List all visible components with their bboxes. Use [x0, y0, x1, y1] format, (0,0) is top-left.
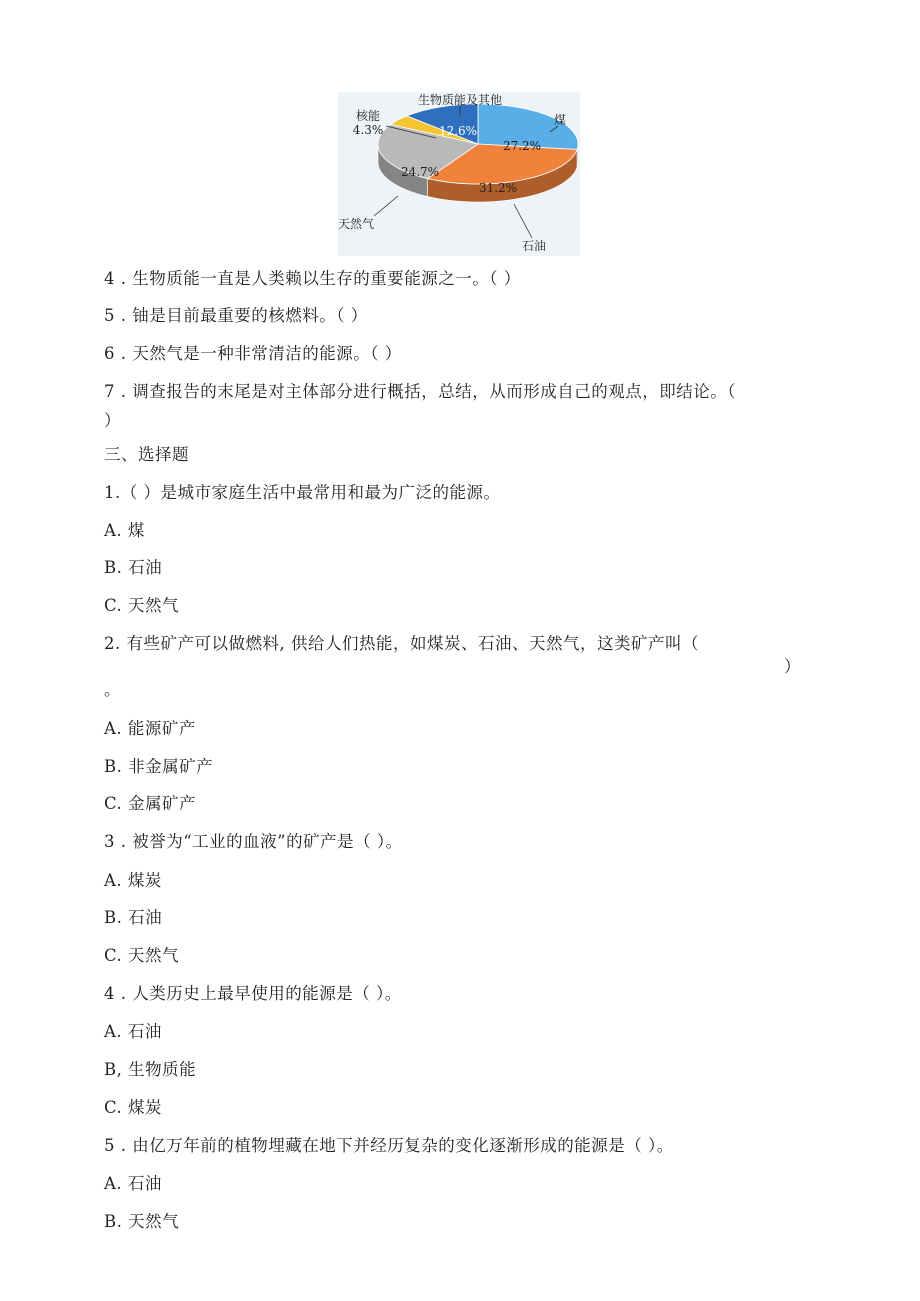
judge-item-4: 4 . 生物质能一直是人类赖以生存的重要能源之一。（ ）	[104, 269, 521, 288]
q4-option-c: C. 煤炭	[104, 1098, 163, 1117]
pct-label-核能: 4.3%	[352, 123, 384, 137]
question-2-bracket: ）	[784, 657, 801, 676]
judge-item-5: 5 . 铀是目前最重要的核燃料。（ ）	[104, 306, 368, 325]
question-1: 1.（ ）是城市家庭生活中最常用和最为广泛的能源。	[104, 483, 501, 502]
judge-item-6: 6 . 天然气是一种非常清洁的能源。（ ）	[104, 344, 402, 363]
q1-option-b: B. 石油	[104, 558, 163, 577]
question-2-period: 。	[104, 680, 121, 699]
pct-label-煤: 27.2%	[502, 139, 542, 153]
q5-option-b: B. 天然气	[104, 1212, 180, 1231]
question-5: 5 . 由亿万年前的植物埋藏在地下并经历复杂的变化逐渐形成的能源是（ ）。	[104, 1136, 674, 1155]
q3-option-c: C. 天然气	[104, 946, 180, 965]
q2-option-a: A. 能源矿产	[104, 719, 196, 738]
q4-option-a: A. 石油	[104, 1022, 162, 1041]
pct-label-生物质能及其他: 12.6%	[438, 124, 478, 138]
question-3: 3 . 被誉为“工业的血液”的矿产是（ ）。	[104, 832, 403, 851]
q3-option-a: A. 煤炭	[104, 871, 162, 890]
leader-oil	[514, 204, 532, 238]
name-label-石油: 石油	[521, 239, 547, 253]
q3-option-b: B. 石油	[104, 908, 163, 927]
pct-label-天然气: 24.7%	[400, 165, 440, 179]
leader-gas	[374, 196, 398, 216]
question-4: 4 . 人类历史上最早使用的能源是（ ）。	[104, 984, 402, 1003]
pie-chart-svg	[338, 92, 580, 256]
q5-option-a: A. 石油	[104, 1174, 162, 1193]
q1-option-a: A. 煤	[104, 521, 145, 540]
q4-option-b: B, 生物质能	[104, 1060, 197, 1079]
name-label-核能: 核能	[355, 109, 381, 123]
energy-pie-chart	[338, 92, 580, 256]
judge-item-7: 7 . 调查报告的末尾是对主体部分进行概括，总结，从而形成自己的观点，即结论。（	[104, 382, 736, 401]
judge-item-7-bracket: ）	[104, 411, 121, 430]
q2-option-c: C. 金属矿产	[104, 794, 197, 813]
name-label-生物质能及其他: 生物质能及其他	[417, 93, 503, 107]
section-heading: 三、选择题	[104, 445, 189, 464]
name-label-天然气: 天然气	[338, 217, 375, 231]
q2-option-b: B. 非金属矿产	[104, 757, 214, 776]
question-2: 2. 有些矿产可以做燃料, 供给人们热能，如煤炭、石油、天然气，这类矿产叫（	[104, 634, 699, 653]
pct-label-石油: 31.2%	[478, 181, 518, 195]
name-label-煤: 煤	[553, 113, 567, 127]
q1-option-c: C. 天然气	[104, 596, 180, 615]
